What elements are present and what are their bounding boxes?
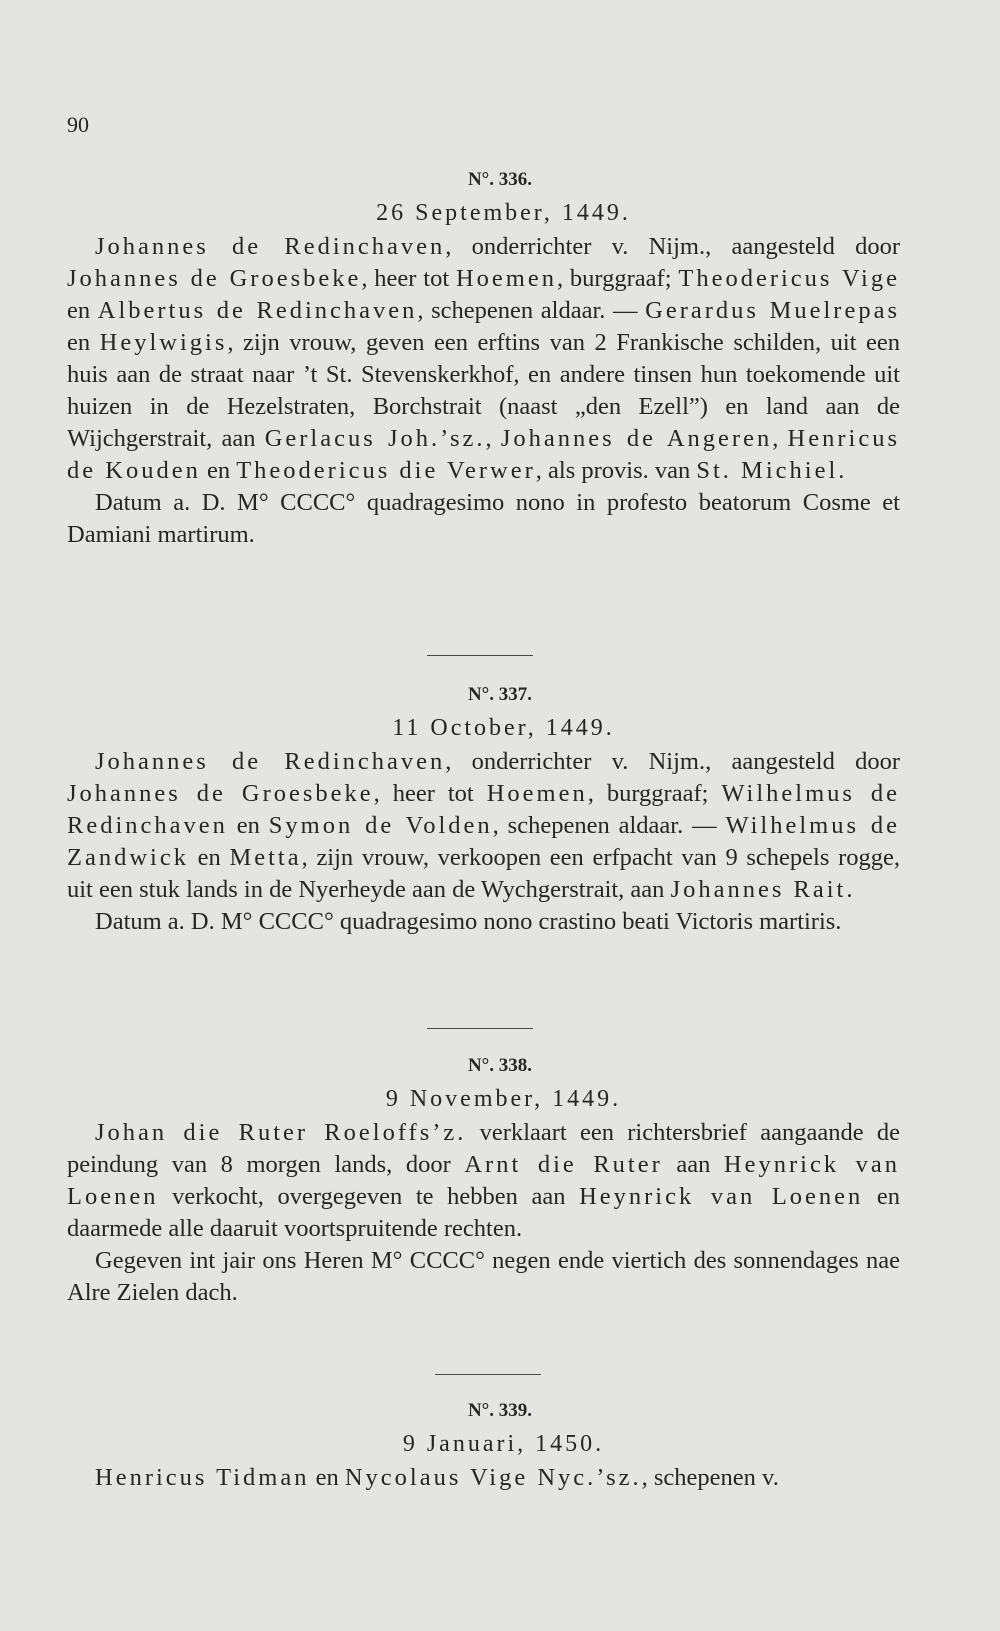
spaced-name: Johannes de Groesbeke [67,265,362,292]
entry-number [100,1397,900,1425]
spaced-name: Wilhelmus de Redinchaven [67,780,900,839]
text-run: en [227,812,269,839]
entry-number-value: 337. [498,684,533,705]
charter-entry-339 [67,1397,900,1494]
spaced-name: Heynrick van Loenen [67,1151,901,1210]
spaced-name: Heylwigis [99,329,228,356]
section-divider [427,1028,533,1029]
entry-dating-clause: Datum a. D. M° CCCC° quadragesimo nono in profesto beatorum Cosme et Damiani martirum. [67,489,900,548]
spaced-name: Hoemen [455,265,557,292]
section-divider [427,655,533,656]
text-run: . [838,457,845,484]
entry-text [67,1117,900,1245]
text-run: , schepenen aldaar. — [492,812,726,839]
text-run: , onderrichter v. Nijm., aangesteld door [445,233,900,260]
charter-entry-337 [67,681,900,938]
spaced-name: Wilhelmus de Zandwick [67,812,900,871]
spaced-name: Theodericus die Verwer [236,457,536,484]
text-run: verkocht, overgegeven te hebben aan [158,1183,580,1210]
entry-date: 11 October, 1449. [392,715,615,741]
spaced-name: Johannes de Angeren [500,425,773,452]
text-run: , schepenen v. [641,1464,779,1491]
spaced-name: Nycolaus Vige Nyc.’sz. [344,1464,642,1491]
text-run: , heer tot [361,265,456,292]
text-run: en daarmede alle daaruit voortspruitende rechten. [67,1183,901,1242]
spaced-name: Henricus Tidman [95,1464,310,1491]
text-run: en [67,329,100,356]
spaced-name: Johannes de Redinchaven [95,748,446,775]
charter-entry-336 [67,166,900,551]
spaced-name: Theodericus Vige [678,265,900,292]
text-run: , zijn vrouw, verkoopen een erfpacht van 9 schepels rogge, uit een stuk lands in de Nyerheyde aan de Wychgerstrait, aan [67,844,900,903]
spaced-name: Johannes Rait [670,876,847,903]
text-run: , [772,425,788,452]
entry-number [100,681,900,709]
entry-number [100,166,900,194]
entry-dating-clause: Datum a. D. M° CCCC° quadragesimo nono crastino beati Victoris martiris. [95,908,842,935]
entry-number-prefix: N°. [467,1400,495,1421]
text-run: en [309,1464,345,1491]
entry-text [67,231,900,487]
entry-number-value: 336. [498,169,533,190]
entry-text [67,746,900,906]
text-run: , als provis. van [535,457,697,484]
entry-dating-clause: Gegeven int jair ons Heren M° CCCC° negen ende viertich des sonnendages nae Alre Zielen dach. [67,1247,900,1306]
entry-date: 9 Januari, 1450. [402,1431,605,1457]
spaced-name: Gerardus Muelrepas [645,297,900,324]
spaced-name: Symon de Volden [268,812,493,839]
page-number: 90 [67,112,89,137]
text-run: , burggraaf; [556,265,679,292]
text-run: . [846,876,853,903]
spaced-name: St. Michiel [696,457,839,484]
entry-number-value: 339. [498,1400,533,1421]
spaced-name: Arnt die Ruter [464,1151,663,1178]
text-run: , heer tot [373,780,487,807]
section-divider [435,1374,541,1375]
entry-number-prefix: N°. [467,684,495,705]
spaced-name: Henricus de Kouden [67,425,900,484]
charter-entry-338 [67,1052,900,1309]
spaced-name: Metta [229,844,302,871]
text-run: aan [662,1151,724,1178]
spaced-name: Hoemen [486,780,588,807]
entry-number [100,1052,900,1080]
text-run: , onderrichter v. Nijm., aangesteld door [445,748,900,775]
spaced-name: Johan die Ruter Roeloffs’z. [95,1119,467,1146]
entry-number-value: 338. [498,1055,533,1076]
text-run: , [485,425,501,452]
text-run: , zijn vrouw, geven een erftins van 2 Frankische schilden, uit een huis aan de straat naar ’t St. Stevenskerkhof, en andere tinsen hun toekomende uit huizen in de Hezelstraten, Borchstrait (naast „den Ezell”) en land aan de Wijchgerstrait, aan [67,329,901,452]
spaced-name: Johannes de Redinchaven [95,233,446,260]
entry-date: 9 November, 1449. [385,1086,622,1112]
text-run: en [200,457,237,484]
spaced-name: Heynrick van Loenen [579,1183,864,1210]
text-run: , burggraaf; [587,780,722,807]
text-run: , schepenen aldaar. — [417,297,646,324]
entry-number-prefix: N°. [467,169,495,190]
entry-number-prefix: N°. [467,1055,495,1076]
spaced-name: Gerlacus Joh.’sz. [264,425,486,452]
entry-date: 26 September, 1449. [376,200,631,226]
entry-text [67,1462,900,1494]
text-run: verklaart een richtersbrief aangaande de peindung van 8 morgen lands, door [67,1119,900,1178]
text-run: en [67,297,98,324]
spaced-name: Albertus de Redinchaven [97,297,418,324]
spaced-name: Johannes de Groesbeke [67,780,374,807]
text-run: en [188,844,230,871]
